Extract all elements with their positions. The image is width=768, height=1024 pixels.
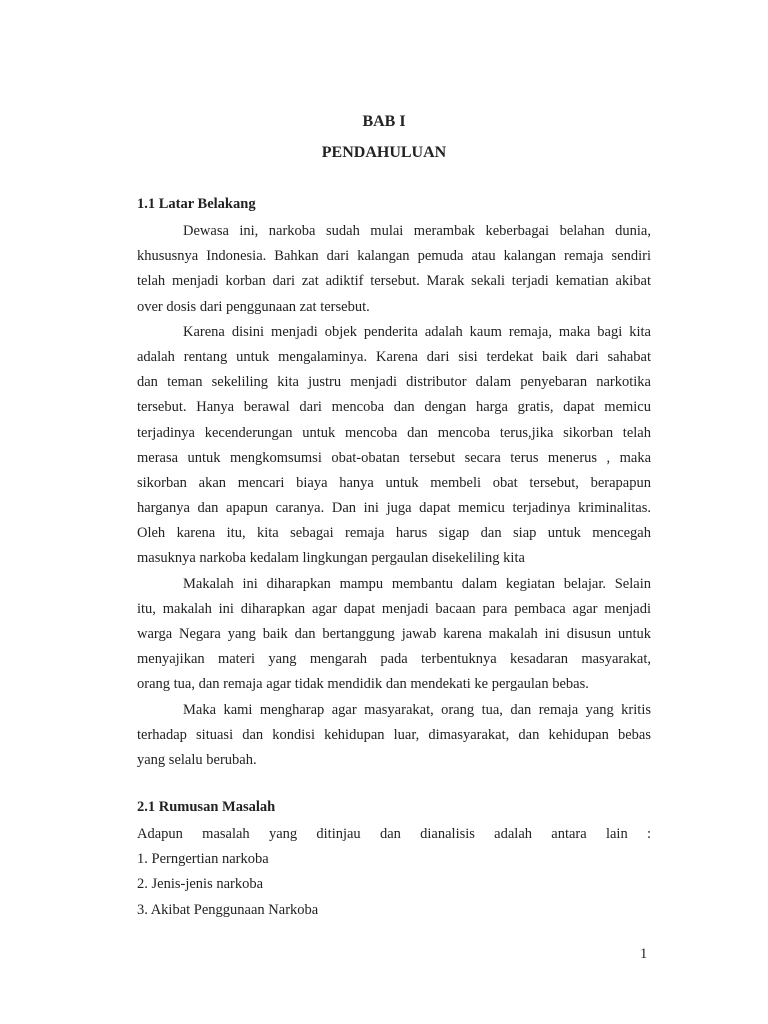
intro-line: Adapun masalah yang ditinjau dan dianalisis adalah antara lain : xyxy=(137,826,651,842)
text-line: Dewasa ini, narkoba sudah mulai merambak keberbagai belahan dunia, xyxy=(183,223,651,239)
text-line: telah menjadi korban dari zat adiktif tersebut. Marak sekali terjadi kematian akibat xyxy=(137,273,651,290)
text-line: khususnya Indonesia. Bahkan dari kalangan pemuda atau kalangan remaja sendiri xyxy=(137,248,651,265)
chapter-number: BAB I xyxy=(362,113,406,130)
section-heading-latar-belakang: 1.1 Latar Belakang xyxy=(137,196,256,212)
paragraph xyxy=(137,320,651,572)
text-line: sikorban akan mencari biaya hanya untuk membeli obat tersebut, berapapun xyxy=(137,474,651,491)
list-item: 1. Perngertian narkoba xyxy=(137,851,269,868)
text-line: terhadap situasi dan kondisi kehidupan luar, dimasyarakat, dan kehidupan bebas xyxy=(137,726,651,743)
text-line: orang tua, dan remaja agar tidak mendidik dan mendekati ke pergaulan bebas. xyxy=(137,676,589,693)
text-line: merasa untuk mengkomsumsi obat-obatan tersebut secara terus menerus , maka xyxy=(137,449,651,466)
paragraph xyxy=(137,698,651,774)
section-body-rumusan-masalah xyxy=(137,822,651,923)
section-body-latar-belakang xyxy=(137,219,651,773)
text-line: Oleh karena itu, kita sebagai remaja harus sigap dan siap untuk mencegah xyxy=(137,525,651,542)
section-heading-rumusan-masalah: 2.1 Rumusan Masalah xyxy=(137,799,276,815)
text-line: Maka kami mengharap agar masyarakat, orang tua, dan remaja yang kritis xyxy=(183,701,651,718)
list-item: 3. Akibat Penggunaan Narkoba xyxy=(137,901,319,918)
text-line: Karena disini menjadi objek penderita adalah kaum remaja, maka bagi kita xyxy=(183,323,651,340)
text-line: menyajikan materi yang mengarah pada terbentuknya kesadaran masyarakat, xyxy=(137,651,651,668)
text-line: dan teman sekeliling kita justru menjadi distributor dalam penyebaran narkotika xyxy=(137,374,651,391)
text-line: over dosis dari penggunaan zat tersebut. xyxy=(137,298,370,315)
text-line: warga Negara yang baik dan bertanggung jawab karena makalah ini disusun untuk xyxy=(137,626,651,642)
page-number: 1 xyxy=(640,946,648,962)
text-line: tersebut. Hanya berawal dari mencoba dan dengan harga gratis, dapat memicu xyxy=(137,399,651,416)
text-line: masuknya narkoba kedalam lingkungan pergaulan disekeliling kita xyxy=(137,550,525,567)
chapter-title: PENDAHULUAN xyxy=(321,144,447,161)
text-line: Makalah ini diharapkan mampu membantu dalam kegiatan belajar. Selain xyxy=(183,575,651,592)
text-line: terjadinya kecenderungan untuk mencoba dan mencoba terus,jika sikorban telah xyxy=(137,424,651,441)
text-line: itu, makalah ini diharapkan agar dapat menjadi bacaan para pembaca agar menjadi xyxy=(137,600,651,617)
list-item: 2. Jenis-jenis narkoba xyxy=(137,876,264,893)
text-line: adalah rentang untuk mengalaminya. Karena dari sisi terdekat baik dari sahabat xyxy=(137,348,651,365)
text-line: harganya dan apapun caranya. Dan ini juga dapat memicu terjadinya kriminalitas. xyxy=(137,500,651,517)
text-line: yang selalu berubah. xyxy=(137,751,257,768)
paragraph xyxy=(137,572,651,698)
paragraph xyxy=(137,219,651,320)
